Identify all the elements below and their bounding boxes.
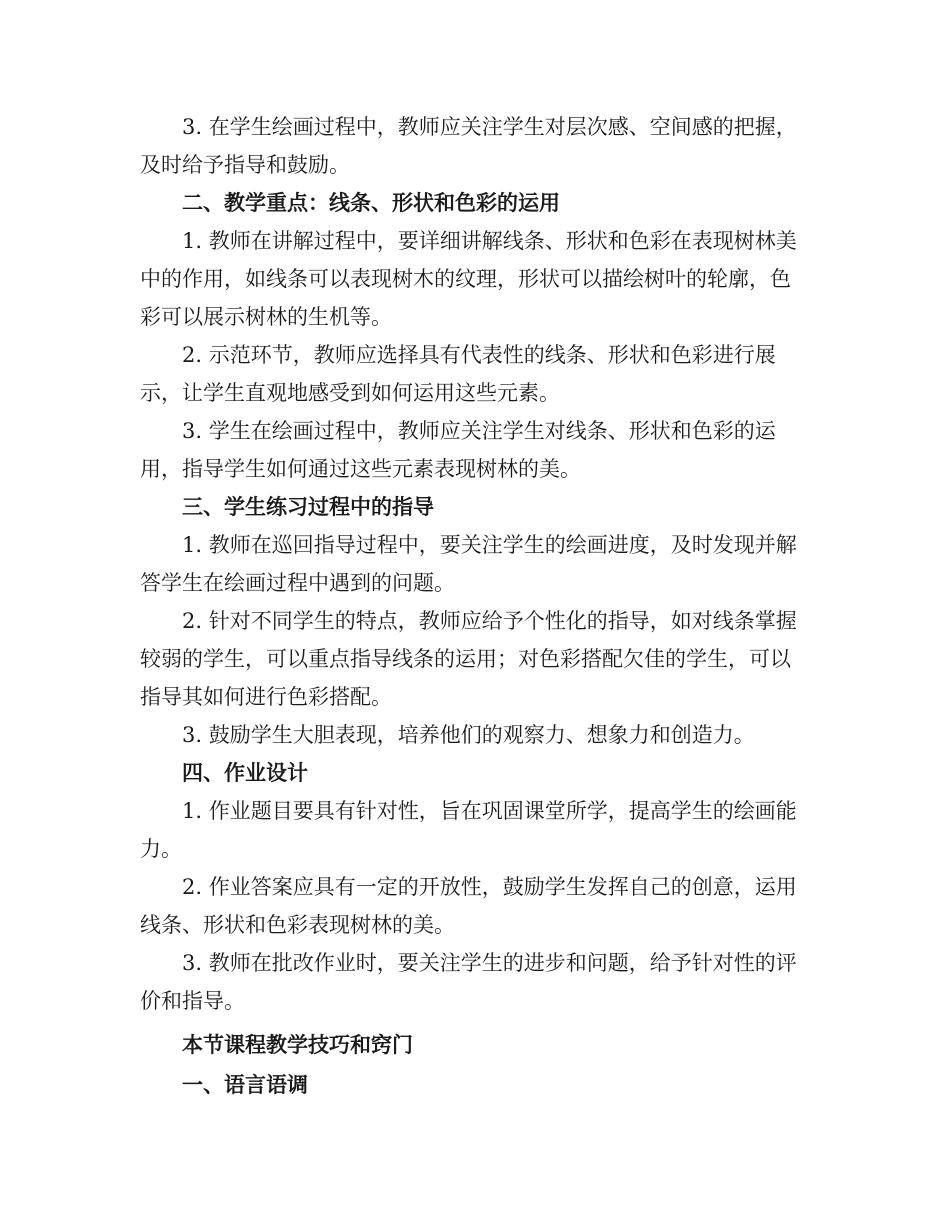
document-body [140, 108, 805, 1104]
section-heading-teaching-focus: 二、教学重点：线条、形状和色彩的运用 [182, 190, 560, 215]
paragraph-item-2-demonstration: 2. 示范环节，教师应选择具有代表性的线条、形状和色彩进行展示，让学生直观地感受到如何运用这些元素。 [140, 343, 776, 405]
paragraph-item-2-homework-answer: 2. 作业答案应具有一定的开放性，鼓励学生发挥自己的创意，运用线条、形状和色彩表现树林的美。 [140, 875, 797, 937]
section-heading-teaching-tips: 本节课程教学技巧和窍门 [182, 1032, 413, 1057]
section-heading-homework-design: 四、作业设计 [182, 760, 308, 785]
section-heading-practice-guidance: 三、学生练习过程中的指导 [182, 494, 434, 519]
paragraph-item-3-guidance: 3. 学生在绘画过程中，教师应关注学生对线条、形状和色彩的运用，指导学生如何通过这些元素表现树林的美。 [140, 419, 776, 481]
paragraph-item-1-explanation: 1. 教师在讲解过程中，要详细讲解线条、形状和色彩在表现树林美中的作用，如线条可以表现树木的纹理，形状可以描绘树叶的轮廓，色彩可以展示树林的生机等。 [140, 229, 797, 329]
paragraph-item-3-encourage: 3. 鼓励学生大胆表现，培养他们的观察力、想象力和创造力。 [182, 723, 755, 747]
paragraph-item-1-homework-topic: 1. 作业题目要具有针对性，旨在巩固课堂所学，提高学生的绘画能力。 [140, 799, 797, 861]
section-heading-language-tone: 一、语言语调 [182, 1072, 308, 1097]
paragraph-item-2-individual: 2. 针对不同学生的特点，教师应给予个性化的指导，如对线条掌握较弱的学生，可以重点指导线条的运用；对色彩搭配欠佳的学生，可以指导其如何进行色彩搭配。 [140, 609, 797, 709]
paragraph-item-3-layering: 3. 在学生绘画过程中，教师应关注学生对层次感、空间感的把握，及时给予指导和鼓励。 [140, 115, 797, 177]
paragraph-item-3-homework-grading: 3. 教师在批改作业时，要关注学生的进步和问题，给予针对性的评价和指导。 [140, 951, 797, 1013]
paragraph-item-1-patrol: 1. 教师在巡回指导过程中，要关注学生的绘画进度，及时发现并解答学生在绘画过程中遇到的问题。 [140, 533, 797, 595]
